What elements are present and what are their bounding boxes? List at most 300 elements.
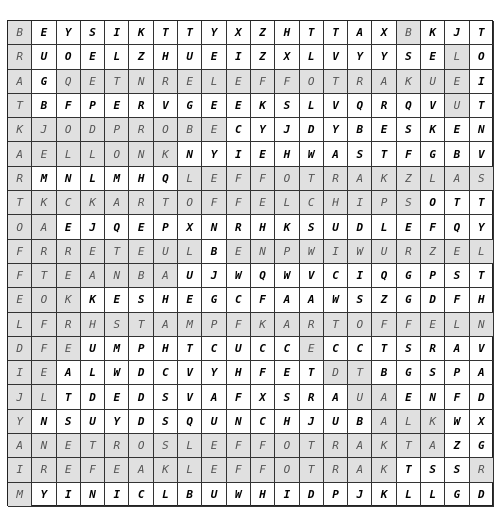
grid-cell[interactable]: I bbox=[57, 483, 81, 507]
grid-cell[interactable]: Z bbox=[397, 167, 421, 191]
grid-cell[interactable]: T bbox=[324, 21, 348, 45]
grid-cell[interactable]: Y bbox=[372, 45, 396, 69]
grid-cell[interactable]: H bbox=[275, 21, 299, 45]
grid-cell[interactable]: V bbox=[300, 264, 324, 288]
grid-cell[interactable]: P bbox=[421, 264, 445, 288]
grid-cell[interactable]: R bbox=[470, 458, 494, 482]
grid-cell[interactable]: V bbox=[470, 337, 494, 361]
grid-cell[interactable]: T bbox=[470, 264, 494, 288]
grid-cell[interactable]: R bbox=[32, 240, 56, 264]
grid-cell[interactable]: J bbox=[300, 410, 324, 434]
grid-cell[interactable]: I bbox=[348, 191, 372, 215]
grid-cell[interactable]: S bbox=[445, 458, 469, 482]
grid-cell[interactable]: A bbox=[300, 288, 324, 312]
grid-cell[interactable]: E bbox=[57, 215, 81, 239]
grid-cell[interactable]: K bbox=[421, 410, 445, 434]
grid-cell[interactable]: K bbox=[154, 458, 178, 482]
grid-cell[interactable]: L bbox=[397, 483, 421, 507]
grid-cell[interactable]: V bbox=[178, 361, 202, 385]
grid-cell[interactable]: A bbox=[445, 337, 469, 361]
grid-cell[interactable]: T bbox=[8, 191, 32, 215]
grid-cell[interactable]: T bbox=[57, 385, 81, 409]
grid-cell[interactable]: R bbox=[348, 70, 372, 94]
grid-cell[interactable]: Q bbox=[251, 264, 275, 288]
grid-cell[interactable]: S bbox=[348, 288, 372, 312]
grid-cell[interactable]: L bbox=[178, 434, 202, 458]
grid-cell[interactable]: O bbox=[154, 118, 178, 142]
grid-cell[interactable]: A bbox=[445, 167, 469, 191]
grid-cell[interactable]: R bbox=[324, 458, 348, 482]
grid-cell[interactable]: L bbox=[397, 410, 421, 434]
grid-cell[interactable]: O bbox=[348, 313, 372, 337]
grid-cell[interactable]: F bbox=[251, 434, 275, 458]
grid-cell[interactable]: Y bbox=[202, 142, 226, 166]
grid-cell[interactable]: C bbox=[129, 483, 153, 507]
grid-cell[interactable]: Q bbox=[445, 215, 469, 239]
grid-cell[interactable]: O bbox=[105, 142, 129, 166]
grid-cell[interactable]: T bbox=[300, 434, 324, 458]
grid-cell[interactable]: T bbox=[178, 21, 202, 45]
grid-cell[interactable]: N bbox=[202, 215, 226, 239]
grid-cell[interactable]: A bbox=[421, 434, 445, 458]
grid-cell[interactable]: I bbox=[324, 240, 348, 264]
grid-cell[interactable]: P bbox=[202, 313, 226, 337]
grid-cell[interactable]: R bbox=[397, 240, 421, 264]
grid-cell[interactable]: I bbox=[227, 142, 251, 166]
grid-cell[interactable]: H bbox=[324, 191, 348, 215]
grid-cell[interactable]: K bbox=[8, 118, 32, 142]
grid-cell[interactable]: L bbox=[154, 483, 178, 507]
grid-cell[interactable]: G bbox=[32, 70, 56, 94]
grid-cell[interactable]: H bbox=[154, 288, 178, 312]
grid-cell[interactable]: A bbox=[105, 191, 129, 215]
grid-cell[interactable]: Z bbox=[129, 45, 153, 69]
grid-cell[interactable]: N bbox=[105, 264, 129, 288]
grid-cell[interactable]: D bbox=[300, 118, 324, 142]
grid-cell[interactable]: T bbox=[300, 21, 324, 45]
grid-cell[interactable]: Y bbox=[32, 483, 56, 507]
grid-cell[interactable]: K bbox=[372, 434, 396, 458]
grid-cell[interactable]: Y bbox=[251, 118, 275, 142]
grid-cell[interactable]: T bbox=[348, 361, 372, 385]
grid-cell[interactable]: E bbox=[372, 118, 396, 142]
grid-cell[interactable]: X bbox=[372, 21, 396, 45]
grid-cell[interactable]: G bbox=[397, 264, 421, 288]
grid-cell[interactable]: A bbox=[8, 434, 32, 458]
grid-cell[interactable]: A bbox=[154, 264, 178, 288]
grid-cell[interactable]: U bbox=[445, 94, 469, 118]
grid-cell[interactable]: A bbox=[348, 167, 372, 191]
grid-cell[interactable]: H bbox=[251, 483, 275, 507]
grid-cell[interactable]: B bbox=[397, 21, 421, 45]
grid-cell[interactable]: M bbox=[105, 337, 129, 361]
grid-cell[interactable]: F bbox=[227, 167, 251, 191]
grid-cell[interactable]: K bbox=[57, 288, 81, 312]
grid-cell[interactable]: V bbox=[154, 94, 178, 118]
grid-cell[interactable]: G bbox=[421, 142, 445, 166]
grid-cell[interactable]: L bbox=[105, 45, 129, 69]
grid-cell[interactable]: K bbox=[372, 458, 396, 482]
grid-cell[interactable]: Q bbox=[397, 94, 421, 118]
grid-cell[interactable]: T bbox=[32, 264, 56, 288]
grid-cell[interactable]: F bbox=[227, 191, 251, 215]
grid-cell[interactable]: A bbox=[372, 410, 396, 434]
grid-cell[interactable]: S bbox=[81, 21, 105, 45]
grid-cell[interactable]: V bbox=[421, 94, 445, 118]
grid-cell[interactable]: E bbox=[251, 142, 275, 166]
grid-cell[interactable]: R bbox=[372, 94, 396, 118]
grid-cell[interactable]: C bbox=[227, 288, 251, 312]
grid-cell[interactable]: E bbox=[81, 240, 105, 264]
grid-cell[interactable]: E bbox=[105, 458, 129, 482]
grid-cell[interactable]: C bbox=[348, 337, 372, 361]
grid-cell[interactable]: O bbox=[178, 191, 202, 215]
grid-cell[interactable]: H bbox=[154, 337, 178, 361]
grid-cell[interactable]: E bbox=[227, 94, 251, 118]
grid-cell[interactable]: L bbox=[445, 313, 469, 337]
grid-cell[interactable]: C bbox=[324, 264, 348, 288]
grid-cell[interactable]: K bbox=[129, 21, 153, 45]
grid-cell[interactable]: P bbox=[105, 118, 129, 142]
grid-cell[interactable]: J bbox=[202, 264, 226, 288]
grid-cell[interactable]: G bbox=[470, 434, 494, 458]
grid-cell[interactable]: F bbox=[251, 458, 275, 482]
grid-cell[interactable]: R bbox=[129, 191, 153, 215]
grid-cell[interactable]: T bbox=[129, 313, 153, 337]
grid-cell[interactable]: N bbox=[470, 313, 494, 337]
grid-cell[interactable]: L bbox=[8, 313, 32, 337]
grid-cell[interactable]: B bbox=[32, 94, 56, 118]
grid-cell[interactable]: O bbox=[421, 191, 445, 215]
grid-cell[interactable]: D bbox=[470, 483, 494, 507]
grid-cell[interactable]: A bbox=[8, 142, 32, 166]
grid-cell[interactable]: E bbox=[227, 240, 251, 264]
grid-cell[interactable]: T bbox=[300, 167, 324, 191]
grid-cell[interactable]: T bbox=[470, 21, 494, 45]
grid-cell[interactable]: O bbox=[129, 434, 153, 458]
grid-cell[interactable]: J bbox=[32, 118, 56, 142]
grid-cell[interactable]: E bbox=[202, 167, 226, 191]
grid-cell[interactable]: A bbox=[8, 70, 32, 94]
grid-cell[interactable]: F bbox=[32, 337, 56, 361]
grid-cell[interactable]: O bbox=[57, 118, 81, 142]
grid-cell[interactable]: R bbox=[154, 70, 178, 94]
grid-cell[interactable]: F bbox=[251, 288, 275, 312]
grid-cell[interactable]: R bbox=[324, 167, 348, 191]
grid-cell[interactable]: O bbox=[275, 434, 299, 458]
grid-cell[interactable]: K bbox=[421, 118, 445, 142]
grid-cell[interactable]: L bbox=[421, 483, 445, 507]
grid-cell[interactable]: T bbox=[372, 142, 396, 166]
grid-cell[interactable]: E bbox=[105, 94, 129, 118]
grid-cell[interactable]: A bbox=[57, 361, 81, 385]
grid-cell[interactable]: J bbox=[81, 215, 105, 239]
grid-cell[interactable]: I bbox=[275, 483, 299, 507]
grid-cell[interactable]: T bbox=[154, 191, 178, 215]
grid-cell[interactable]: X bbox=[251, 385, 275, 409]
grid-cell[interactable]: O bbox=[300, 70, 324, 94]
grid-cell[interactable]: Y bbox=[324, 118, 348, 142]
grid-cell[interactable]: F bbox=[32, 313, 56, 337]
grid-cell[interactable]: E bbox=[421, 313, 445, 337]
grid-cell[interactable]: Z bbox=[251, 21, 275, 45]
grid-cell[interactable]: U bbox=[202, 483, 226, 507]
grid-cell[interactable]: B bbox=[348, 410, 372, 434]
grid-cell[interactable]: D bbox=[324, 361, 348, 385]
grid-cell[interactable]: B bbox=[178, 118, 202, 142]
grid-cell[interactable]: E bbox=[57, 458, 81, 482]
grid-cell[interactable]: E bbox=[8, 288, 32, 312]
grid-cell[interactable]: S bbox=[421, 458, 445, 482]
grid-cell[interactable]: L bbox=[300, 45, 324, 69]
grid-cell[interactable]: C bbox=[57, 191, 81, 215]
grid-cell[interactable]: D bbox=[470, 385, 494, 409]
grid-cell[interactable]: N bbox=[129, 142, 153, 166]
grid-cell[interactable]: U bbox=[178, 45, 202, 69]
grid-cell[interactable]: E bbox=[57, 337, 81, 361]
grid-cell[interactable]: H bbox=[275, 410, 299, 434]
grid-cell[interactable]: F bbox=[445, 385, 469, 409]
grid-cell[interactable]: L bbox=[57, 142, 81, 166]
grid-cell[interactable]: L bbox=[178, 240, 202, 264]
grid-cell[interactable]: L bbox=[81, 167, 105, 191]
grid-cell[interactable]: R bbox=[300, 313, 324, 337]
grid-cell[interactable]: P bbox=[81, 94, 105, 118]
grid-cell[interactable]: W bbox=[300, 142, 324, 166]
grid-cell[interactable]: D bbox=[129, 385, 153, 409]
grid-cell[interactable]: G bbox=[397, 288, 421, 312]
grid-cell[interactable]: Q bbox=[154, 167, 178, 191]
grid-cell[interactable]: A bbox=[129, 458, 153, 482]
grid-cell[interactable]: F bbox=[57, 94, 81, 118]
grid-cell[interactable]: J bbox=[445, 21, 469, 45]
grid-cell[interactable]: U bbox=[227, 337, 251, 361]
grid-cell[interactable]: G bbox=[202, 288, 226, 312]
grid-cell[interactable]: P bbox=[372, 191, 396, 215]
grid-cell[interactable]: C bbox=[324, 337, 348, 361]
grid-cell[interactable]: Q bbox=[348, 94, 372, 118]
grid-cell[interactable]: E bbox=[421, 45, 445, 69]
grid-cell[interactable]: E bbox=[202, 45, 226, 69]
grid-cell[interactable]: A bbox=[324, 142, 348, 166]
grid-cell[interactable]: S bbox=[154, 385, 178, 409]
grid-cell[interactable]: B bbox=[372, 361, 396, 385]
grid-cell[interactable]: N bbox=[251, 240, 275, 264]
grid-cell[interactable]: N bbox=[227, 410, 251, 434]
grid-cell[interactable]: E bbox=[397, 385, 421, 409]
grid-cell[interactable]: R bbox=[300, 385, 324, 409]
grid-cell[interactable]: Y bbox=[8, 410, 32, 434]
grid-cell[interactable]: L bbox=[445, 45, 469, 69]
grid-cell[interactable]: O bbox=[57, 45, 81, 69]
grid-cell[interactable]: E bbox=[81, 70, 105, 94]
grid-cell[interactable]: K bbox=[32, 191, 56, 215]
grid-cell[interactable]: S bbox=[397, 118, 421, 142]
grid-cell[interactable]: Y bbox=[105, 410, 129, 434]
grid-cell[interactable]: F bbox=[397, 313, 421, 337]
grid-cell[interactable]: V bbox=[470, 142, 494, 166]
grid-cell[interactable]: E bbox=[178, 70, 202, 94]
grid-cell[interactable]: E bbox=[300, 337, 324, 361]
grid-cell[interactable]: A bbox=[372, 70, 396, 94]
grid-cell[interactable]: Z bbox=[372, 288, 396, 312]
grid-cell[interactable]: F bbox=[372, 313, 396, 337]
grid-cell[interactable]: F bbox=[445, 288, 469, 312]
grid-cell[interactable]: H bbox=[154, 45, 178, 69]
grid-cell[interactable]: P bbox=[445, 361, 469, 385]
grid-cell[interactable]: A bbox=[202, 385, 226, 409]
grid-cell[interactable]: Y bbox=[57, 21, 81, 45]
grid-cell[interactable]: W bbox=[348, 240, 372, 264]
grid-cell[interactable]: C bbox=[275, 337, 299, 361]
grid-cell[interactable]: N bbox=[470, 118, 494, 142]
grid-cell[interactable]: R bbox=[8, 45, 32, 69]
grid-cell[interactable]: G bbox=[397, 361, 421, 385]
grid-cell[interactable]: F bbox=[251, 70, 275, 94]
grid-cell[interactable]: B bbox=[178, 483, 202, 507]
grid-cell[interactable]: O bbox=[470, 45, 494, 69]
grid-cell[interactable]: H bbox=[251, 215, 275, 239]
grid-cell[interactable]: R bbox=[129, 94, 153, 118]
grid-cell[interactable]: S bbox=[470, 167, 494, 191]
grid-cell[interactable]: H bbox=[470, 288, 494, 312]
grid-cell[interactable]: L bbox=[32, 385, 56, 409]
grid-cell[interactable]: U bbox=[202, 410, 226, 434]
grid-cell[interactable]: F bbox=[227, 385, 251, 409]
grid-cell[interactable]: F bbox=[81, 458, 105, 482]
grid-cell[interactable]: U bbox=[154, 240, 178, 264]
grid-cell[interactable]: K bbox=[372, 483, 396, 507]
grid-cell[interactable]: A bbox=[470, 361, 494, 385]
grid-cell[interactable]: C bbox=[202, 337, 226, 361]
grid-cell[interactable]: E bbox=[32, 142, 56, 166]
grid-cell[interactable]: U bbox=[81, 337, 105, 361]
grid-cell[interactable]: K bbox=[421, 21, 445, 45]
grid-cell[interactable]: H bbox=[81, 313, 105, 337]
grid-cell[interactable]: Y bbox=[202, 21, 226, 45]
grid-cell[interactable]: S bbox=[154, 434, 178, 458]
grid-cell[interactable]: D bbox=[300, 483, 324, 507]
grid-cell[interactable]: D bbox=[8, 337, 32, 361]
grid-cell[interactable]: T bbox=[324, 313, 348, 337]
grid-cell[interactable]: D bbox=[81, 385, 105, 409]
grid-cell[interactable]: T bbox=[8, 94, 32, 118]
grid-cell[interactable]: T bbox=[397, 458, 421, 482]
grid-cell[interactable]: K bbox=[251, 94, 275, 118]
grid-cell[interactable]: C bbox=[227, 118, 251, 142]
grid-cell[interactable]: T bbox=[154, 21, 178, 45]
grid-cell[interactable]: L bbox=[81, 142, 105, 166]
grid-cell[interactable]: M bbox=[178, 313, 202, 337]
grid-cell[interactable]: G bbox=[178, 94, 202, 118]
grid-cell[interactable]: N bbox=[32, 434, 56, 458]
grid-cell[interactable]: P bbox=[275, 240, 299, 264]
grid-cell[interactable]: L bbox=[275, 191, 299, 215]
grid-cell[interactable]: E bbox=[129, 215, 153, 239]
grid-cell[interactable]: O bbox=[275, 167, 299, 191]
grid-cell[interactable]: S bbox=[348, 142, 372, 166]
grid-cell[interactable]: R bbox=[421, 337, 445, 361]
grid-cell[interactable]: S bbox=[129, 288, 153, 312]
grid-cell[interactable]: M bbox=[8, 483, 32, 507]
grid-cell[interactable]: U bbox=[32, 45, 56, 69]
grid-cell[interactable]: N bbox=[32, 410, 56, 434]
grid-cell[interactable]: T bbox=[324, 70, 348, 94]
grid-cell[interactable]: S bbox=[154, 410, 178, 434]
grid-cell[interactable]: R bbox=[227, 215, 251, 239]
grid-cell[interactable]: T bbox=[105, 240, 129, 264]
grid-cell[interactable]: E bbox=[202, 118, 226, 142]
grid-cell[interactable]: B bbox=[202, 240, 226, 264]
grid-cell[interactable]: I bbox=[348, 264, 372, 288]
grid-cell[interactable]: E bbox=[445, 70, 469, 94]
grid-cell[interactable]: U bbox=[324, 215, 348, 239]
grid-cell[interactable]: E bbox=[129, 240, 153, 264]
grid-cell[interactable]: L bbox=[300, 94, 324, 118]
grid-cell[interactable]: I bbox=[105, 21, 129, 45]
grid-cell[interactable]: W bbox=[227, 483, 251, 507]
grid-cell[interactable]: E bbox=[57, 264, 81, 288]
grid-cell[interactable]: V bbox=[324, 94, 348, 118]
grid-cell[interactable]: G bbox=[445, 483, 469, 507]
grid-cell[interactable]: E bbox=[32, 361, 56, 385]
grid-cell[interactable]: F bbox=[397, 142, 421, 166]
grid-cell[interactable]: L bbox=[372, 215, 396, 239]
grid-cell[interactable]: N bbox=[57, 167, 81, 191]
grid-cell[interactable]: A bbox=[372, 385, 396, 409]
grid-cell[interactable]: K bbox=[81, 191, 105, 215]
grid-cell[interactable]: T bbox=[397, 434, 421, 458]
grid-cell[interactable]: D bbox=[81, 118, 105, 142]
grid-cell[interactable]: S bbox=[397, 191, 421, 215]
grid-cell[interactable]: D bbox=[129, 361, 153, 385]
grid-cell[interactable]: S bbox=[397, 45, 421, 69]
grid-cell[interactable]: Z bbox=[251, 45, 275, 69]
grid-cell[interactable]: Y bbox=[348, 45, 372, 69]
grid-cell[interactable]: T bbox=[470, 94, 494, 118]
grid-cell[interactable]: N bbox=[129, 70, 153, 94]
grid-cell[interactable]: E bbox=[227, 70, 251, 94]
grid-cell[interactable]: J bbox=[275, 118, 299, 142]
grid-cell[interactable]: E bbox=[445, 118, 469, 142]
grid-cell[interactable]: F bbox=[251, 167, 275, 191]
grid-cell[interactable]: L bbox=[470, 240, 494, 264]
grid-cell[interactable]: K bbox=[372, 167, 396, 191]
grid-cell[interactable]: B bbox=[129, 264, 153, 288]
grid-cell[interactable]: M bbox=[32, 167, 56, 191]
grid-cell[interactable]: K bbox=[251, 313, 275, 337]
grid-cell[interactable]: C bbox=[300, 191, 324, 215]
grid-cell[interactable]: Q bbox=[57, 70, 81, 94]
grid-cell[interactable]: N bbox=[178, 142, 202, 166]
grid-cell[interactable]: U bbox=[178, 264, 202, 288]
grid-cell[interactable]: U bbox=[421, 70, 445, 94]
grid-cell[interactable]: T bbox=[105, 70, 129, 94]
grid-cell[interactable]: S bbox=[421, 361, 445, 385]
grid-cell[interactable]: W bbox=[275, 264, 299, 288]
grid-cell[interactable]: L bbox=[178, 458, 202, 482]
grid-cell[interactable]: X bbox=[275, 45, 299, 69]
grid-cell[interactable]: H bbox=[129, 167, 153, 191]
grid-cell[interactable]: L bbox=[178, 167, 202, 191]
grid-cell[interactable]: O bbox=[32, 288, 56, 312]
grid-cell[interactable]: E bbox=[202, 458, 226, 482]
grid-cell[interactable]: T bbox=[81, 434, 105, 458]
grid-cell[interactable]: A bbox=[275, 288, 299, 312]
grid-cell[interactable]: W bbox=[227, 264, 251, 288]
grid-cell[interactable]: Y bbox=[470, 215, 494, 239]
grid-cell[interactable]: W bbox=[445, 410, 469, 434]
